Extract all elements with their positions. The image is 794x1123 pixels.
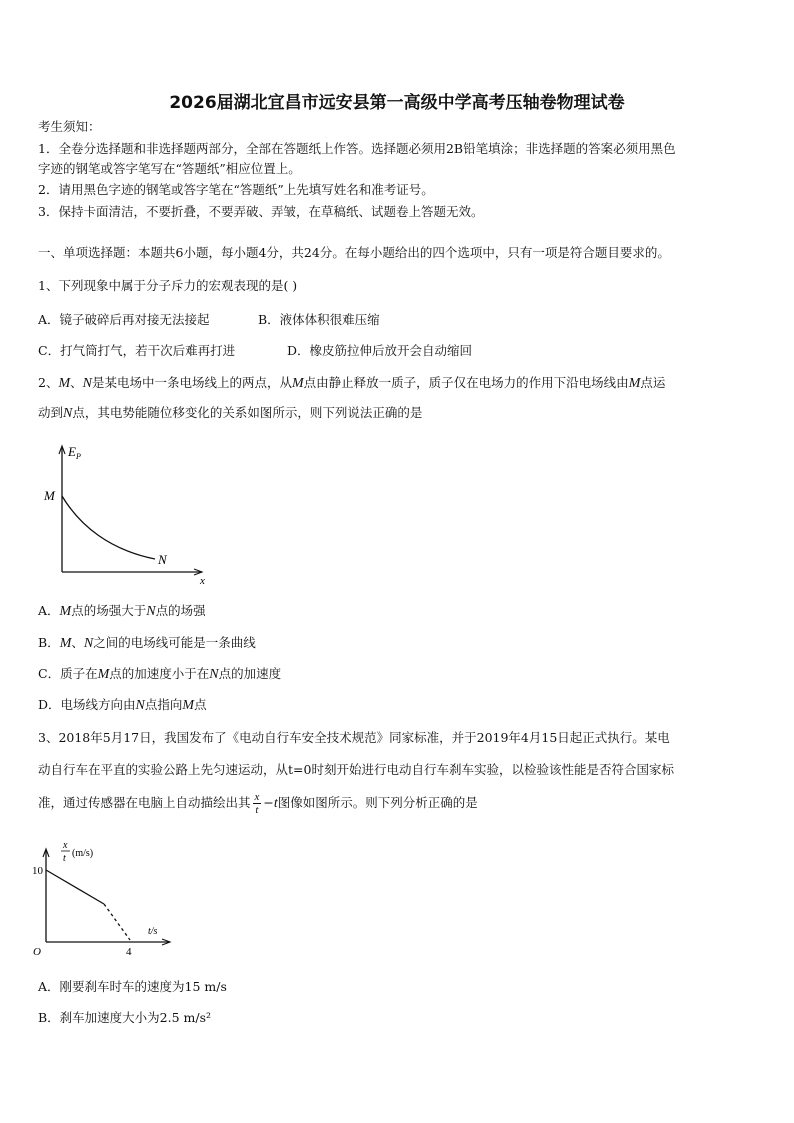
x-axis-label: t/s	[148, 926, 158, 937]
y-axis-unit: (m/s)	[72, 848, 94, 859]
question-2-option-a: A．M点的场强大于N点的场强	[38, 603, 206, 619]
point-m-label: M	[44, 488, 55, 503]
question-3-stem-line-1: 3、2018年5月17日，我国发布了《电动自行车安全技术规范》同家标准，并于2019年4月15日起正式执行。某电	[38, 730, 670, 745]
page-title: 2026届湖北宜昌市远安县第一高级中学高考压轴卷物理试卷	[169, 93, 625, 113]
x-axis-label: x	[200, 575, 205, 587]
potential-energy-graph	[40, 438, 220, 588]
section-heading: 一、单项选择题：本题共6小题，每小题4分，共24分。在每小题给出的四个选项中，只有一项是符合题目要求的。	[38, 245, 670, 260]
y-axis-denominator: t	[63, 853, 66, 864]
notice-item-1-line-2: 字迹的钢笔或答字笔写在“答题纸”相应位置上。	[38, 161, 301, 176]
point-n-label: N	[158, 552, 167, 567]
y-intercept-label: 10	[32, 865, 43, 877]
energy-curve	[62, 496, 155, 559]
x-over-t-fraction: $\frac{x}{t}$	[254, 791, 260, 816]
question-3-option-a: A．刚要刹车时车的速度为15 m/s	[38, 979, 227, 994]
question-2-stem-line-1: 2、M、N是某电场中一条电场线上的两点，从M点由静止释放一质子，质子仅在电场力的作用下沿电场线由M点运	[38, 375, 666, 391]
notice-heading: 考生须知：	[38, 119, 101, 134]
question-2-option-d: D．电场线方向由N点指向M点	[38, 697, 207, 713]
data-line-solid	[46, 870, 104, 904]
question-1-option-c: C．打气筒打气，若干次后难再打进	[38, 343, 236, 358]
question-1-option-a: A．镜子破碎后再对接无法接起	[38, 312, 210, 327]
x-intercept-label: 4	[126, 946, 132, 958]
question-3-option-b: B．刹车加速度大小为2.5 m/s²	[38, 1010, 212, 1025]
x-over-t-graph	[30, 836, 180, 961]
question-1-option-d: D．橡皮筋拉伸后放开会自动缩回	[287, 343, 473, 358]
question-2-option-b: B．M、N之间的电场线可能是一条曲线	[38, 635, 256, 651]
question-3-stem-line-3: 准，通过传感器在电脑上自动描绘出其 $\frac{x}{t}$ −t图像如图所示。则下列分析正确的是	[38, 791, 478, 816]
question-2-stem-line-2: 动到N点，其电势能随位移变化的关系如图所示，则下列说法正确的是	[38, 405, 423, 421]
question-3-stem-line-2: 动自行车在平直的实验公路上先匀速运动，从t=0时刻开始进行电动自行车刹车实验，以检验该性能是否符合国家标	[38, 762, 674, 777]
y-axis-numerator: x	[63, 840, 68, 851]
notice-item-1-line-1: 1．全卷分选择题和非选择题两部分，全部在答题纸上作答。选择题必须用2B铅笔填涂；非选择题的答案必须用黑色	[38, 141, 676, 156]
question-2-option-c: C．质子在M点的加速度小于在N点的加速度	[38, 666, 282, 682]
notice-item-3: 3．保持卡面清洁，不要折叠，不要弄破、弄皱，在草稿纸、试题卷上答题无效。	[38, 204, 484, 219]
y-axis-label: E	[68, 444, 76, 459]
data-line-dashed	[104, 904, 130, 940]
origin-label: O	[33, 946, 41, 958]
notice-item-2: 2．请用黑色字迹的钢笔或答字笔在“答题纸”上先填写姓名和准考证号。	[38, 182, 434, 197]
question-1-option-b: B．液体体积很难压缩	[258, 312, 380, 327]
question-1-stem: 1、下列现象中属于分子斥力的宏观表现的是( )	[38, 278, 298, 293]
y-axis-subscript: P	[76, 452, 81, 461]
